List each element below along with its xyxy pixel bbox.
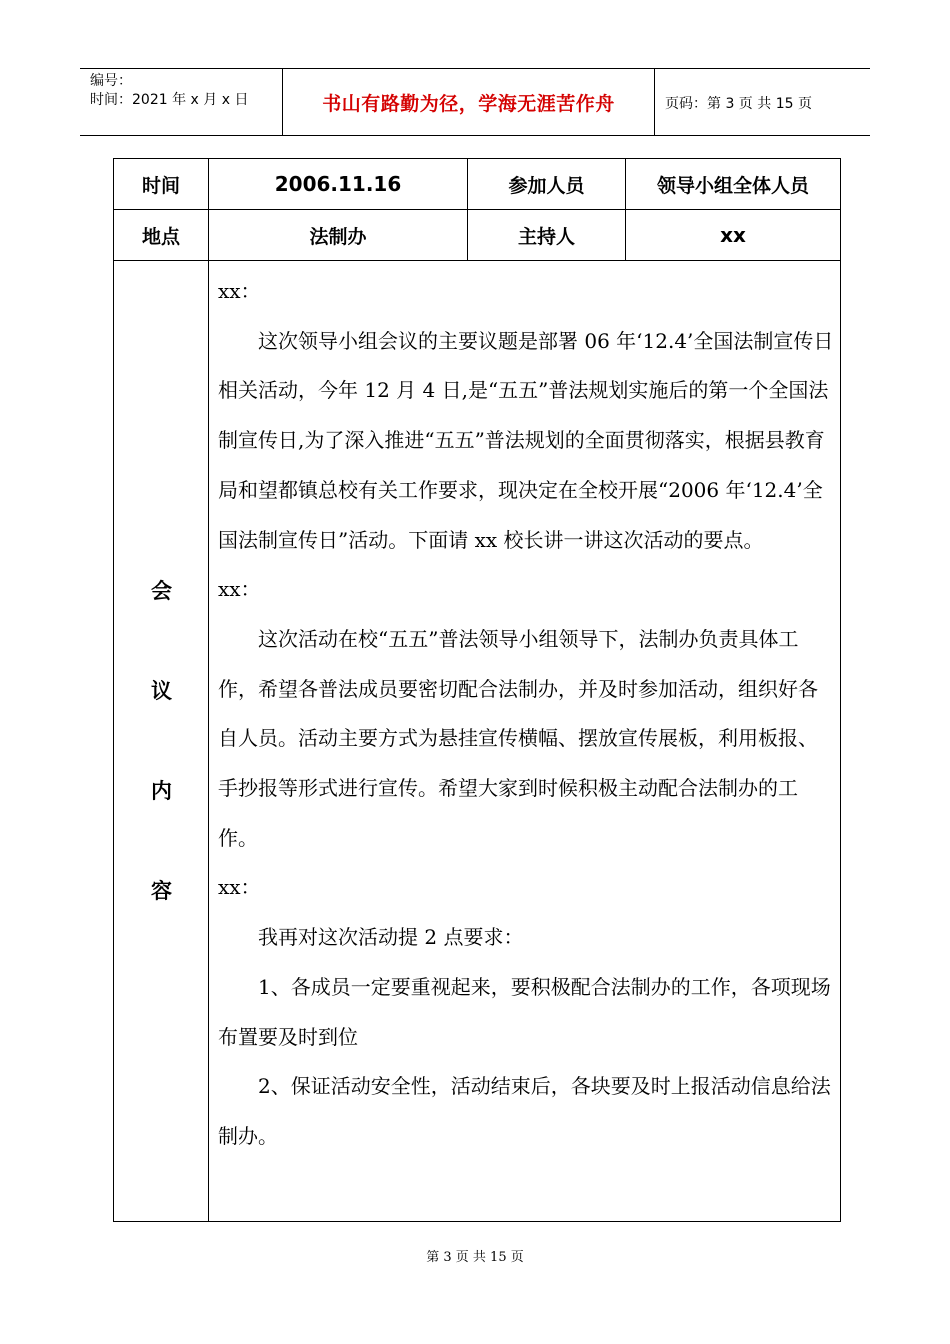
- content-label: [114, 261, 209, 1221]
- participants-value: 领导小组全体人员: [656, 174, 809, 197]
- content-paragraph: 这次活动在校“五五”普法领导小组领导下，法制办负责具体工作，希望各普法成员要密切配合法制办，并及时参加活动，组织好各自人员。活动主要方式为悬挂宣传横幅、摆放宣传展板，利用板报、手抄报等形式进行宣传。希望大家到时候积极主动配合法制办的工作。: [218, 626, 818, 850]
- speaker-line: xx：: [218, 875, 261, 900]
- table-divider: [114, 260, 840, 261]
- header-divider: [654, 69, 655, 136]
- meeting-content: [218, 267, 836, 1162]
- requirement-item: 2、保证活动安全性，活动结束后，各块要及时上报活动信息给法制办。: [218, 1074, 831, 1148]
- content-paragraph: 这次领导小组会议的主要议题是部署 06 年‘12.4’全国法制宣传日相关活动，今年 12 月 4 日,是“五五”普法规划实施后的第一个全国法制宣传日,为了深入推进“五五”普法规划的全面贯彻落实，根据县教育局和望都镇总校有关工作要求，现决定在全校开展“2006 年‘12.4’全国法制宣传日”活动。下面请 xx 校长讲一讲这次活动的要点。: [218, 328, 834, 552]
- speaker-line: xx：: [218, 279, 261, 303]
- place-value: 法制办: [309, 225, 367, 248]
- header-time: 时间：2021 年 x 月 x 日: [90, 92, 249, 108]
- place-label: 地点: [141, 225, 180, 248]
- header-meta: [90, 72, 248, 110]
- content-paragraph: 我再对这次活动提 2 点要求：: [258, 925, 524, 950]
- header-number: 编号：: [90, 73, 132, 89]
- page-footer: 第 3 页 共 15 页: [426, 1250, 524, 1265]
- requirement-item: 1、各成员一定要重视起来，要积极配合法制办的工作，各项现场布置要及时到位: [218, 974, 831, 1049]
- participants-label: 参加人员: [508, 174, 585, 197]
- header-page-info: 页码：第 3 页 共 15 页: [665, 95, 812, 112]
- content-label-char: 内: [151, 779, 172, 803]
- content-label-char: 议: [151, 679, 172, 703]
- time-value: 2006.11.16: [274, 172, 402, 196]
- content-label-char: 容: [151, 879, 172, 903]
- header-motto: 书山有路勤为径，学海无涯苦作舟: [322, 93, 615, 115]
- host-value: xx: [720, 223, 746, 247]
- content-label-char: 会: [151, 579, 172, 603]
- meeting-record-table: [113, 158, 841, 1222]
- time-label: 时间: [141, 174, 180, 197]
- speaker-line: xx：: [218, 577, 261, 602]
- page-header: [80, 68, 870, 136]
- host-label: 主持人: [517, 225, 575, 248]
